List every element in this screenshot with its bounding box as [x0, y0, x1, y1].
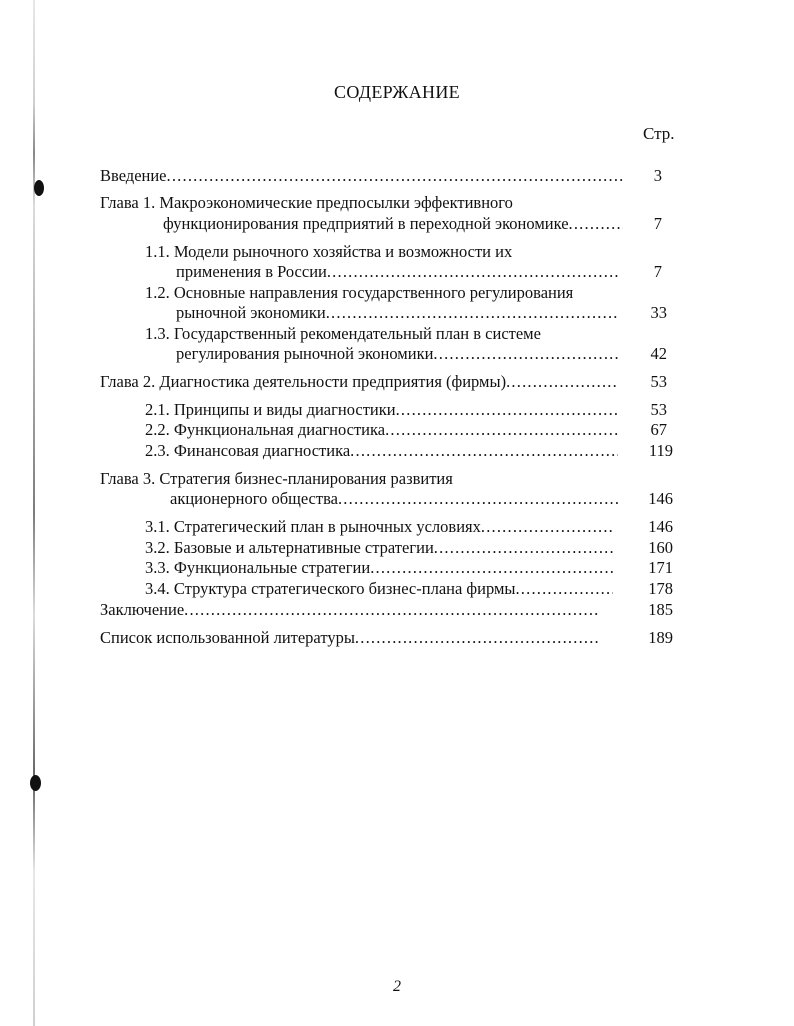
page-number-footer: 2 [393, 978, 401, 995]
toc-page-number: 160 [648, 538, 673, 557]
toc-entry-intro[interactable] [100, 166, 625, 186]
toc-entry-label: регулирования рыночной экономики [176, 344, 434, 363]
toc-page-number: 53 [650, 400, 667, 419]
toc-entry-section-1-2-cont[interactable] [176, 303, 619, 323]
toc-page-number: 53 [650, 372, 667, 391]
toc-page-number: 171 [648, 558, 673, 577]
toc-page-number: 7 [653, 214, 662, 233]
toc-entry-section-1-3-cont[interactable] [176, 344, 619, 364]
toc-page-number: 33 [650, 303, 667, 322]
toc-entry-label: Глава 2. Диагностика деятельности предприятия (фирмы) [100, 372, 507, 391]
toc-page-number: 119 [648, 441, 673, 460]
toc-page-number: 67 [650, 420, 667, 439]
toc-entry-chapter-1[interactable]: Глава 1. Макроэкономические предпосылки эффективного [100, 193, 513, 212]
toc-page-number: 178 [648, 579, 673, 598]
toc-entry-label: 3.3. Функциональные стратегии [145, 558, 371, 577]
toc-page-number: 146 [648, 489, 673, 508]
toc-entry-chapter-1-cont[interactable] [163, 214, 623, 234]
toc-entry-label: Список использованной литературы [100, 628, 355, 647]
toc-entry-section-1-3[interactable]: 1.3. Государственный рекомендательный план в системе [145, 324, 541, 343]
toc-entry-section-3-2[interactable] [145, 538, 615, 558]
toc-entry-section-1-2[interactable]: 1.2. Основные направления государственного регулирования [145, 283, 574, 302]
toc-entry-label: Заключение [100, 600, 185, 619]
toc-entry-label: Введение [100, 166, 167, 185]
toc-entry-label: 2.2. Функциональная диагностика [145, 420, 386, 439]
scan-blot [30, 775, 41, 791]
toc-page-number: 189 [648, 628, 673, 647]
toc-entry-label: 2.1. Принципы и виды диагностики [145, 400, 396, 419]
toc-entry-chapter-3-cont[interactable] [170, 489, 618, 509]
toc-entry-label: 3.1. Стратегический план в рыночных условиях [145, 517, 481, 536]
toc-entry-label: рыночной экономики [176, 303, 326, 322]
toc-entry-chapter-3[interactable]: Глава 3. Стратегия бизнес-планирования развития [100, 469, 453, 488]
toc-entry-label: 3.4. Структура стратегического бизнес-плана фирмы [145, 579, 516, 598]
scan-edge-artifact [33, 0, 35, 1026]
toc-entry-label: применения в России [176, 262, 327, 281]
toc-entry-section-3-3[interactable] [145, 558, 615, 578]
toc-entry-section-2-1[interactable] [145, 400, 618, 420]
toc-page-number: 185 [648, 600, 673, 619]
toc-entry-section-2-2[interactable] [145, 420, 618, 440]
toc-entry-section-3-1[interactable] [145, 517, 615, 537]
page-column-header: Стр. [643, 124, 675, 143]
toc-entry-label: 3.2. Базовые и альтернативные стратегии [145, 538, 434, 557]
toc-entry-section-3-4[interactable] [145, 579, 613, 599]
toc-entry-section-2-3[interactable] [145, 441, 618, 461]
toc-entry-conclusion[interactable] [100, 600, 600, 620]
toc-page-number: 3 [653, 166, 662, 185]
toc-page-number: 146 [648, 517, 673, 536]
toc-page-number: 7 [653, 262, 662, 281]
toc-page-number: 42 [650, 344, 667, 363]
toc-entry-section-1-1-cont[interactable] [176, 262, 619, 282]
scan-blot [34, 180, 44, 196]
toc-entry-chapter-2[interactable] [100, 372, 618, 392]
toc-entry-label: 2.3. Финансовая диагностика [145, 441, 351, 460]
page-title: СОДЕРЖАНИЕ [334, 82, 460, 102]
toc-entry-label: функционирования предприятий в переходной экономике [163, 214, 569, 233]
toc-entry-section-1-1[interactable]: 1.1. Модели рыночного хозяйства и возможности их [145, 242, 513, 261]
toc-entry-bibliography[interactable] [100, 628, 600, 648]
toc-entry-label: акционерного общества [170, 489, 338, 508]
